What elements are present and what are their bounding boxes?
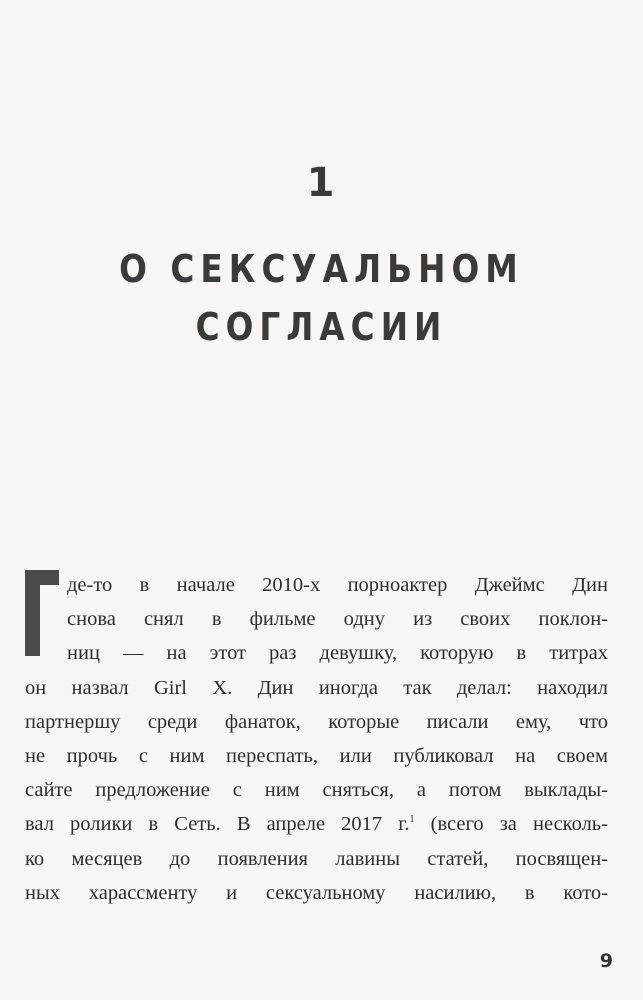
body-line-tail: (всего за несколь-: [414, 813, 608, 836]
chapter-title-line-2: СОГЛАСИИ: [195, 305, 448, 349]
body-line: ниц — на этот раз девушку, которую в титрах: [67, 642, 608, 665]
body-line-text: вал ролики в Сеть. В апреле 2017 г.: [25, 813, 410, 836]
chapter-title: [45, 240, 598, 356]
body-line-with-footnote: [25, 807, 608, 841]
body-paragraph: [25, 568, 608, 910]
body-line: де-то в начале 2010-х порноактер Джеймс Дин: [67, 574, 608, 596]
body-line: он назвал Girl X. Дин иногда так делал: находил: [25, 676, 608, 699]
page-number: 9: [599, 950, 613, 972]
body-line: не прочь с ним переспать, или публиковал на своем: [25, 744, 608, 767]
body-line: партнершу среди фанаток, которые писали ему, что: [25, 710, 608, 733]
body-line: ко месяцев до появления лавины статей, посвящен-: [25, 847, 608, 870]
footnote-reference[interactable]: 1: [409, 814, 415, 826]
body-line: сайте предложение с ним сняться, а потом выклады-: [25, 779, 608, 802]
body-line: снова снял в фильме одну из своих поклон-: [67, 608, 608, 631]
chapter-number: 1: [306, 160, 337, 206]
chapter-title-line-1: О СЕКСУАЛЬНОМ: [119, 247, 524, 291]
body-line: ных харассменту и сексуальному насилию, в кото-: [25, 881, 608, 904]
